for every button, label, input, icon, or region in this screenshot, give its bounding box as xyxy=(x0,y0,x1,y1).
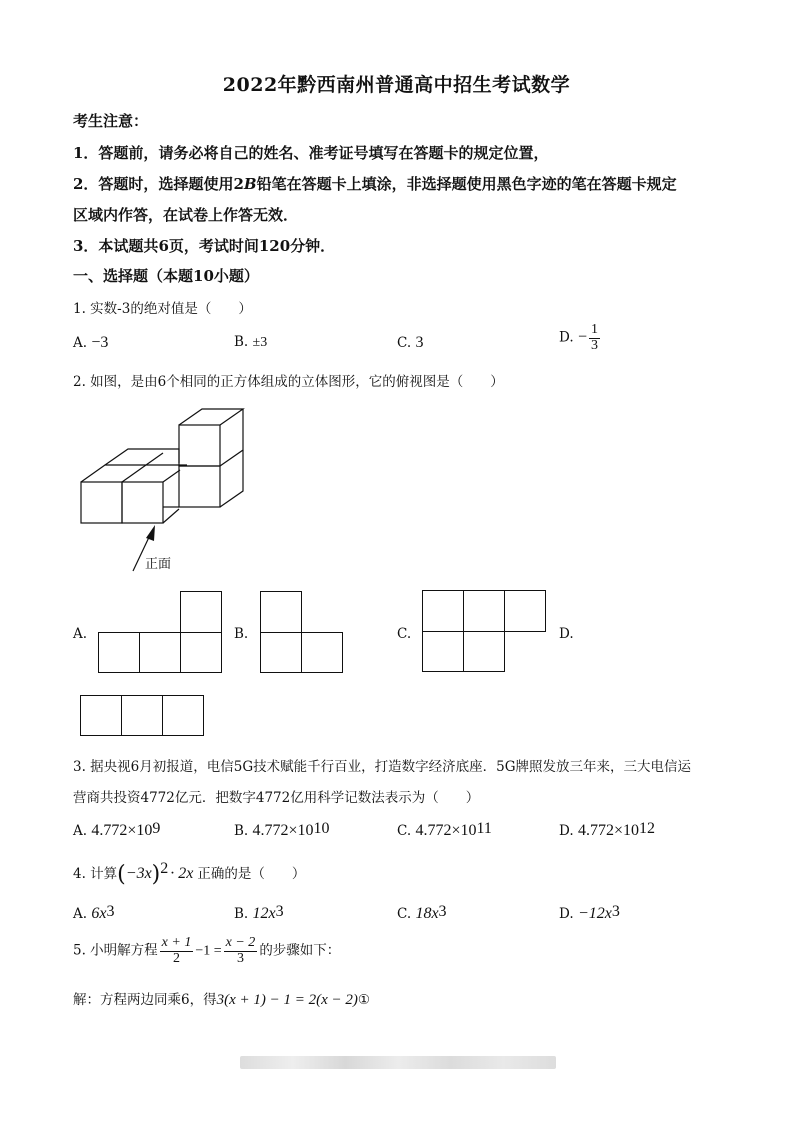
q3-option-d: D. $4.772\times 10^{12}$ xyxy=(559,820,655,839)
q1-option-a: A. −3 xyxy=(73,334,109,351)
q2-stem: 2. 如图，是由6个相同的正方体组成的立体图形，它的俯视图是（ ） xyxy=(73,374,504,390)
q2-option-d-label: D. xyxy=(559,626,574,642)
q3-option-b: B. $4.772\times 10^{10}$ xyxy=(234,820,330,839)
q3-option-c: C. $4.772\times 10^{11}$ xyxy=(397,820,492,839)
q1-option-b: B. ±3 xyxy=(234,334,268,350)
notice-item-1: 1．答题前，请务必将自己的姓名、准考证号填写在答题卡的规定位置， xyxy=(73,144,549,162)
q4-stem: 4. 计算$(-3x)^2 \cdot 2x$ 正确的是（ ） xyxy=(73,860,306,887)
q1-stem: 1. 实数-3的绝对值是（ ） xyxy=(73,301,252,317)
notice-item-2-cont: 区域内作答，在试卷上作答无效． xyxy=(73,206,299,224)
front-view-label: 正面 xyxy=(145,557,172,572)
q4-option-c: C. $18x^3$ xyxy=(397,903,447,922)
q4-option-b: B. $12x^3$ xyxy=(234,903,284,922)
q2-solid-figure xyxy=(75,405,255,575)
notice-item-2: 2．答题时，选择题使用2B铅笔在答题卡上填涂，非选择题使用黑色字迹的笔在答题卡规定 xyxy=(73,175,677,193)
q5-solution-line: 解：方程两边同乘6，得3(x + 1) − 1 = 2(x − 2)① xyxy=(73,992,370,1008)
cube-stack-bottom xyxy=(179,466,220,507)
page-title: 2022年黔西南州普通高中招生考试数学 xyxy=(222,74,571,96)
cube-stack-top xyxy=(179,425,220,466)
q2-option-a-label: A. xyxy=(73,626,88,642)
q3-stem-line1: 3. 据央视6月初报道，电信5G技术赋能千行百业，打造数字经济底座．5G牌照发放三年来，三大电信运 xyxy=(73,759,692,775)
q1-option-d: D. − $\frac{1}{3}$ xyxy=(559,322,598,353)
q3-stem-line2: 营商共投资4772亿元．把数字4772亿用科学记数法表示为（ ） xyxy=(73,790,480,806)
notice-heading: 考生注意： xyxy=(73,112,149,130)
q2-option-b-label: B. xyxy=(234,626,249,642)
q2-option-c-label: C. xyxy=(397,626,412,642)
footer-watermark-bar xyxy=(240,1056,556,1069)
q4-option-a: A. $6x^3$ xyxy=(73,903,115,922)
cube-front-left xyxy=(81,482,122,523)
notice-item-3: 3．本试题共6页，考试时间120分钟． xyxy=(73,237,336,255)
section-heading: 一、选择题（本题10小题） xyxy=(73,267,259,285)
q3-option-a: A. $4.772\times 10^9$ xyxy=(73,820,161,839)
cube-front-right xyxy=(122,482,163,523)
q4-option-d: D. $-12x^3$ xyxy=(559,903,620,922)
q5-stem: 5. 小明解方程 $\frac{x + 1}{2}$ −1 = $\frac{x - 2}{3}$ 的步骤如下： xyxy=(73,935,341,966)
q1-option-c: C. 3 xyxy=(397,334,424,351)
